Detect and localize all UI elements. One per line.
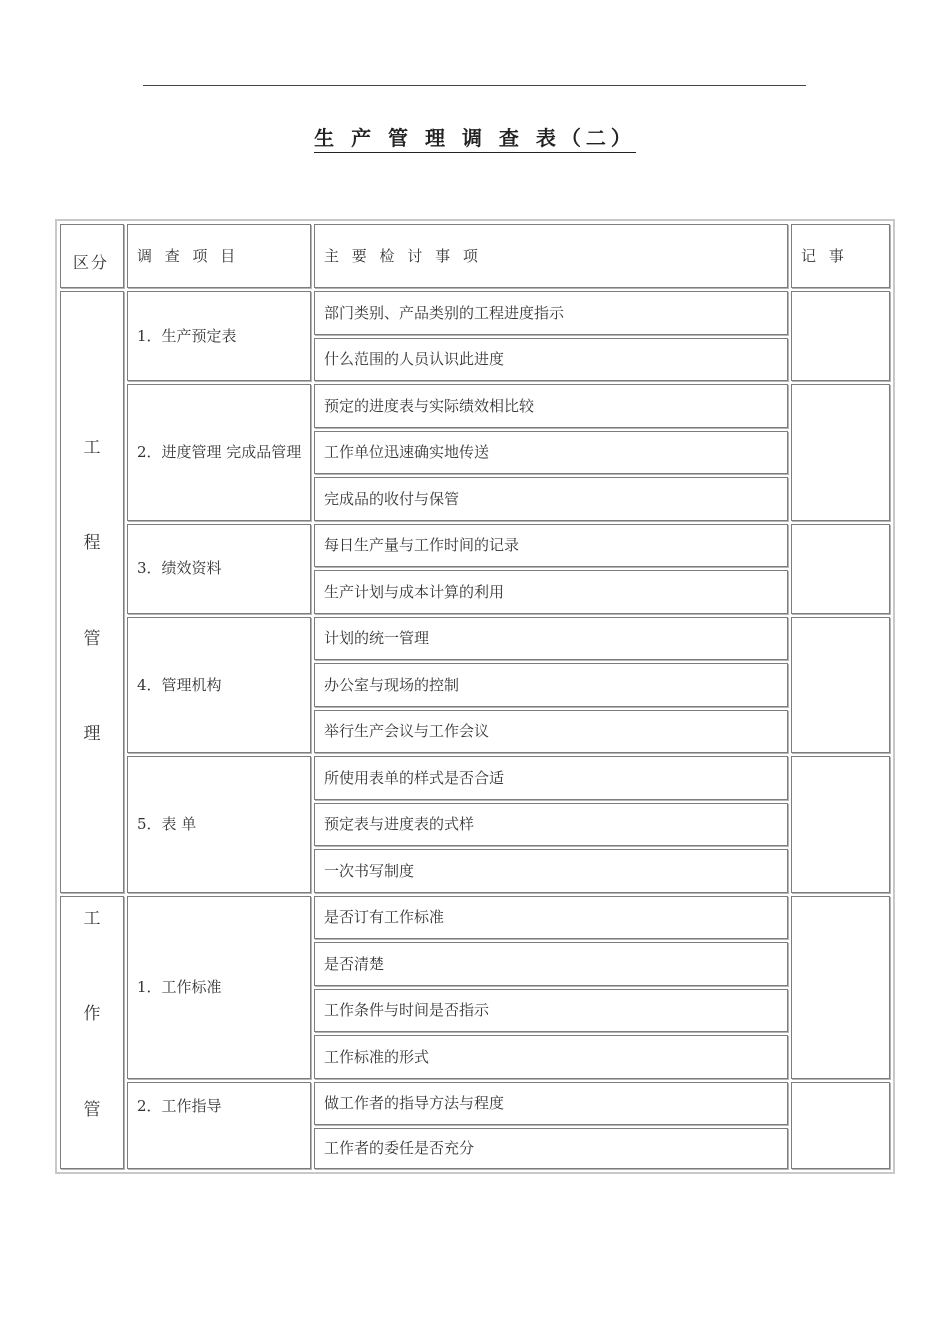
survey-item-label: 4．管理机构 — [137, 675, 222, 694]
note-cell — [791, 384, 890, 521]
check-item-text: 办公室与现场的控制 — [324, 675, 460, 694]
survey-item — [127, 384, 311, 521]
check-item — [314, 524, 788, 568]
note-cell — [791, 756, 890, 893]
note-cell — [791, 617, 890, 754]
section-category — [60, 896, 124, 1170]
category-char: 理 — [83, 724, 101, 745]
note-cell — [791, 524, 890, 614]
check-item — [314, 989, 788, 1033]
survey-item — [127, 1082, 311, 1170]
check-item — [314, 477, 788, 521]
survey-item-label: 1．生产预定表 — [137, 326, 237, 345]
survey-item — [127, 756, 311, 893]
check-item — [314, 384, 788, 428]
check-item-text: 每日生产量与工作时间的记录 — [324, 536, 520, 554]
note-cell — [791, 896, 890, 1079]
check-item — [314, 570, 788, 614]
check-item-text: 计划的统一管理 — [324, 629, 430, 647]
check-item-text: 是否订有工作标准 — [324, 908, 445, 926]
check-item-text: 工作者的委任是否充分 — [324, 1139, 475, 1158]
survey-item-label: 1．工作标准 — [137, 977, 222, 996]
section-category — [60, 291, 124, 893]
check-item — [314, 663, 788, 707]
check-item-text: 所使用表单的样式是否合适 — [324, 768, 505, 787]
check-item — [314, 1128, 788, 1169]
check-item-text: 举行生产会议与工作会议 — [324, 722, 490, 740]
header-rule — [143, 85, 806, 86]
check-item — [314, 1082, 788, 1126]
category-char: 作 — [83, 1004, 101, 1024]
category-char: 程 — [83, 533, 101, 554]
survey-item-label: 5．表 单 — [137, 815, 197, 833]
check-item-text: 生产计划与成本计算的利用 — [324, 582, 505, 601]
category-char: 工 — [83, 437, 101, 458]
check-item-text: 工作条件与时间是否指示 — [324, 1001, 490, 1019]
survey-item — [127, 896, 311, 1079]
check-item — [314, 338, 788, 382]
check-item — [314, 710, 788, 754]
check-item-text: 预定的进度表与实际绩效相比较 — [324, 396, 535, 415]
survey-item — [127, 291, 311, 381]
check-item — [314, 756, 788, 800]
check-item-text: 完成品的收付与保管 — [324, 489, 460, 508]
note-cell — [791, 1082, 890, 1170]
category-char: 管 — [83, 628, 101, 649]
survey-item — [127, 524, 311, 614]
check-item-text: 部门类别、产品类别的工程进度指示 — [324, 303, 565, 322]
check-item-text: 工作标准的形式 — [324, 1047, 430, 1066]
check-item — [314, 431, 788, 475]
check-item-text: 做工作者的指导方法与程度 — [324, 1094, 505, 1112]
survey-item-label: 2．工作指导 — [137, 1096, 222, 1115]
check-item-text: 工作单位迅速确实地传送 — [324, 443, 490, 461]
check-item-text: 什么范围的人员认识此进度 — [324, 350, 505, 368]
survey-item — [127, 617, 311, 754]
check-item-text: 是否清楚 — [324, 954, 385, 973]
section-category-text — [84, 897, 101, 1124]
check-item-text: 预定表与进度表的式样 — [324, 815, 475, 833]
check-item — [314, 291, 788, 335]
header-item: 调 查 项 目 — [127, 224, 311, 288]
check-item-text: 一次书写制度 — [324, 861, 415, 880]
note-cell — [791, 291, 890, 381]
check-item — [314, 1035, 788, 1079]
survey-item-label: 2．进度管理 完成品管理 — [137, 443, 302, 461]
check-item — [314, 849, 788, 893]
header-check: 主 要 检 讨 事 项 — [314, 224, 788, 288]
survey-item-label: 3．绩效资料 — [137, 559, 222, 578]
check-item — [314, 942, 788, 986]
page-title: 生 产 管 理 调 查 表（二） — [0, 122, 950, 151]
section-category-text — [84, 436, 101, 748]
check-item — [314, 617, 788, 661]
header-section: 区分 — [60, 224, 124, 288]
check-item — [314, 896, 788, 940]
category-char: 工 — [83, 908, 101, 929]
header-note: 记 事 — [791, 224, 890, 288]
category-char: 管 — [83, 1099, 101, 1120]
check-item — [314, 803, 788, 847]
